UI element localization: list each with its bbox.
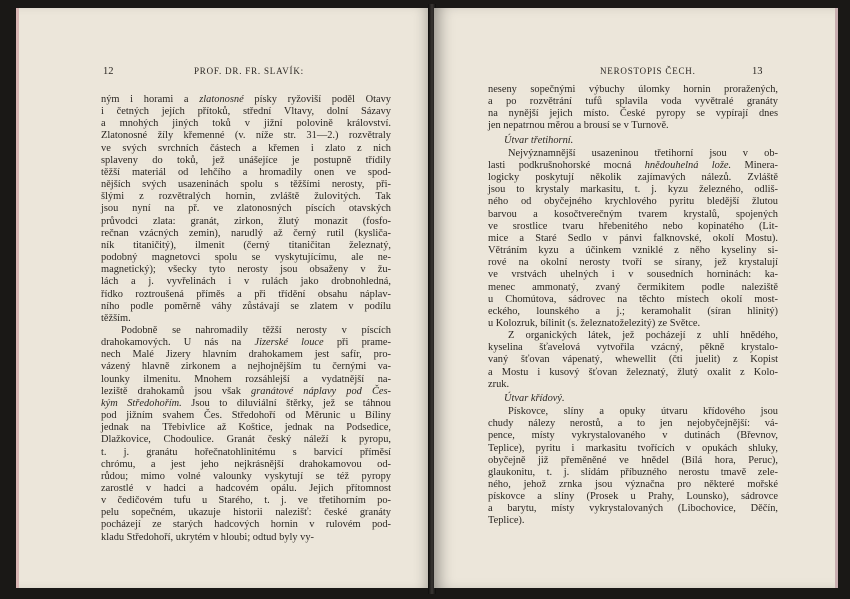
text-run: kyselina šťavelová vytvořila vzácný, pěkně krystalo- xyxy=(488,342,778,354)
text-run: u Chomútova, sádrovec na těchto místech okolí most- xyxy=(488,293,778,305)
text-line xyxy=(101,483,391,495)
text-run: Z organických látek, jež pocházejí z uhlí hnědého, xyxy=(508,330,778,342)
italic-term: granátové náplavy pod Čes- xyxy=(251,385,391,397)
text-run: těžší materiál od lehčího a hromadily onen ve spod- xyxy=(101,166,391,178)
text-run: Jsou to diluviální štěrky, jež se táhnou xyxy=(181,397,391,409)
text-line xyxy=(488,430,778,442)
text-run: šlými z rozvětralých hornin, zvláště žulovitých. Tak xyxy=(101,191,391,203)
text-run: i četných jejích přítoků, střední Vltavy, dolní Sázavy xyxy=(101,106,391,118)
text-line xyxy=(101,179,391,191)
text-line xyxy=(101,252,391,264)
text-run: řídko roztroušená příměs a při třídění obsahu náplav- xyxy=(101,288,391,300)
text-line xyxy=(488,318,778,330)
text-run: Větráním kyzu a účinkem vzniklé z něho kyseliny si- xyxy=(488,245,778,257)
text-line xyxy=(101,434,391,446)
text-run: barvou a kosočtverečným tvarem krystalů, spojených xyxy=(488,208,778,220)
text-run: obyčejně již přeměněné ve hnědel (Bílá hora, Peruc), xyxy=(488,454,778,466)
text-line xyxy=(488,221,778,233)
text-run: neseny sopečnými výbuchy úlomky hornin proražených, xyxy=(488,84,778,95)
text-run: Nejvýznamnější usazeninou třetihorní jsou v ob- xyxy=(508,147,778,159)
text-run: zruk. xyxy=(488,378,510,390)
text-run: jednak na Třebivlice až Koštice, jednak na Podsedice, xyxy=(101,422,391,434)
text-line xyxy=(101,349,391,361)
text-run: lasti podkrušnohorské mocná xyxy=(488,159,645,171)
text-line xyxy=(488,379,778,391)
text-line xyxy=(488,455,778,467)
text-line xyxy=(101,519,391,531)
text-run: vaný šťovan vápenatý, whewellit (čti juelit) z Kopist xyxy=(488,354,778,366)
text-line xyxy=(101,276,391,288)
text-run: t. j. granátu hořečnatohlinitému s barvicí příměsí xyxy=(101,446,391,458)
text-line xyxy=(488,160,778,172)
text-run: lounky ilmenitu. Mnohem rozsáhlejší a vydatnější na- xyxy=(101,373,391,385)
text-line xyxy=(101,143,391,155)
text-line xyxy=(488,269,778,281)
text-line xyxy=(488,503,778,515)
text-line xyxy=(101,216,391,228)
text-line xyxy=(488,120,778,132)
text-run: ve srostlice tvaru hřebenitého nebo kopinatého (Lit- xyxy=(488,220,778,232)
text-run: těžším. xyxy=(101,312,131,324)
text-run: drahokamových. U nás na xyxy=(101,337,255,349)
text-run: mice a Staré Sedlo v pánvi falknovské, okolí Mostu). xyxy=(488,232,778,244)
text-run: a po rozvětrání tufů splavila voda vyvětralé granáty xyxy=(488,96,778,108)
text-run: kladu Středohoří, ukrytém v hloubi; odtud byly vy- xyxy=(101,531,314,543)
text-run: Teplice). xyxy=(488,515,525,527)
text-line xyxy=(488,108,778,120)
text-line xyxy=(101,289,391,301)
running-head-left: PROF. DR. FR. SLAVÍK: xyxy=(194,66,304,76)
text-run: splaveny do toků, jež unášejíce je postupně třídily xyxy=(101,154,391,166)
text-line xyxy=(488,172,778,184)
text-run: nějších svých usazeninách spolu s těžšími nerosty, při- xyxy=(101,179,391,191)
text-run: ného, jehož zrnka jsou význačna pro některé mořské xyxy=(488,479,778,490)
text-line xyxy=(101,422,391,434)
text-line xyxy=(488,84,778,96)
italic-term: zlatonosné xyxy=(199,94,244,105)
text-line xyxy=(101,325,391,337)
text-run: písky ryžoviší poděl Otavy xyxy=(243,94,391,105)
right-body-text xyxy=(488,84,778,528)
text-run: eckého, lounského a j.; keramohalit (síran hlinitý) xyxy=(488,305,778,317)
text-run: zarostlé v hadci a hadcovém opálu. Jejich přítomnost xyxy=(101,483,391,494)
text-run: Minera- xyxy=(731,159,778,171)
text-run: chrómu, a jest jeho nejkrásnější drahokamovou od- xyxy=(101,458,391,470)
text-line xyxy=(101,337,391,349)
text-run: ního podle poměrně váhy zůstávají se zlatem v podílu xyxy=(101,300,391,312)
text-line xyxy=(488,479,778,491)
italic-term: hnědouhelná lože. xyxy=(644,159,732,171)
text-line xyxy=(101,532,391,544)
text-run: v čedičovém tufu u Starého, t. j. ve třetihorním po- xyxy=(101,495,391,507)
italic-term: Jizerské louce xyxy=(254,337,324,349)
text-line xyxy=(488,209,778,221)
text-run: jsou to krystaly markasitu, t. j. kyzu železného, odliš- xyxy=(488,184,778,196)
text-run: Teplice), pyritu i markasitu tvořících v opukách shluky, xyxy=(488,442,778,454)
page-number-right: 13 xyxy=(752,66,763,77)
text-line xyxy=(488,282,778,294)
text-line xyxy=(101,471,391,483)
text-line xyxy=(488,233,778,245)
text-line xyxy=(488,245,778,257)
italic-term: kým Středohořím. xyxy=(101,397,182,409)
text-line xyxy=(488,184,778,196)
text-run: magnetický); všecky tyto nerosty jsou obsaženy v žu- xyxy=(101,264,391,276)
text-line xyxy=(101,507,391,519)
text-run: Podobně se nahromadily těžší nerosty v píscích xyxy=(121,324,391,336)
text-run: pískovce a slíny (Prosek u Prahy, Lounsko), sádrovce xyxy=(488,491,778,503)
text-line xyxy=(101,240,391,252)
text-run: pocházejí ze starých hadcových hornin v rulovém pod- xyxy=(101,519,391,531)
text-line xyxy=(488,306,778,318)
right-page xyxy=(434,8,838,588)
text-line xyxy=(101,495,391,507)
text-run: a barytu, místy vykrystalovaných (Libochovice, Děčín, xyxy=(488,503,778,515)
text-line xyxy=(488,148,778,160)
text-run: Dlažkovice, Chodoulice. Granát český náleží k pyropu, xyxy=(101,434,391,446)
text-run: rové na okolní nerosty tvoří se sírany, jež krystalují xyxy=(488,257,778,269)
text-run: vázený hlavně zirkonem a nejhojnějším tu černými va- xyxy=(101,361,391,373)
text-line xyxy=(488,354,778,366)
text-line xyxy=(101,155,391,167)
section-heading: Útvar křídový. xyxy=(504,392,565,404)
text-line xyxy=(488,342,778,354)
text-run: ník titaničitý), ilmenit (černý titaničitan železnatý, xyxy=(101,239,391,251)
text-line xyxy=(101,398,391,410)
text-run: růdou; mimo volné valounky vyskytují se též pyropy xyxy=(101,470,391,482)
text-run: jen nepatrnou měrou a brousí se v Turnově. xyxy=(488,120,669,132)
text-run: leziště drahokamů jsou však xyxy=(101,385,252,397)
text-run: průvodci zlata: granát, zirkon, žlutý monazit (fosfo- xyxy=(101,215,391,227)
text-line xyxy=(101,264,391,276)
text-run: rečnan vzácných zemin), narudlý až černý rutil (kysliča- xyxy=(101,227,391,239)
text-line xyxy=(101,130,391,142)
text-run: a mnohých jiných toků v jižní polovině království. xyxy=(101,118,391,130)
text-run: glaukonitu, t. j. slídám příbuzného nerostu tmavě zele- xyxy=(488,466,778,478)
text-line xyxy=(101,94,391,106)
text-line xyxy=(101,228,391,240)
text-run: ve vrstvách uhelných i v sousedních horninách: ka- xyxy=(488,269,778,281)
text-line xyxy=(488,367,778,379)
text-line xyxy=(101,410,391,422)
text-line xyxy=(488,96,778,108)
text-line xyxy=(488,406,778,418)
text-run: ným i horami a xyxy=(101,94,200,105)
text-run: při prame- xyxy=(323,337,391,349)
text-line xyxy=(488,467,778,479)
text-run: pod jižním svahem Čes. Středohoří od Měrunic u Bíliny xyxy=(101,410,391,422)
text-line xyxy=(488,491,778,503)
text-line xyxy=(101,459,391,471)
text-run: pelu sopečném, ukazuje historii nalezišť: české granáty xyxy=(101,507,391,519)
text-run: ve svých svrchních částech a křemen i zlato z nich xyxy=(101,142,391,154)
text-run: nech Malé Jizery hlavním drahokamem jest safír, pro- xyxy=(101,349,391,361)
text-run: jsou nyní na př. ve zlatonosných píscích otavských xyxy=(101,203,391,215)
text-line xyxy=(488,443,778,455)
text-line xyxy=(488,418,778,430)
text-run: ného od obyčejného krychlového pyritu bledější žlutou xyxy=(488,196,778,208)
text-run: podobný magnetovci spolu se vyskytujícímu, ale ne- xyxy=(101,252,391,264)
text-line xyxy=(101,374,391,386)
text-run: Zlatonosné žíly křemenné (v. níže str. 31—2.) rozvětraly xyxy=(101,130,391,142)
text-line xyxy=(488,330,778,342)
text-line xyxy=(101,191,391,203)
text-line xyxy=(488,196,778,208)
section-heading: Útvar třetihorní. xyxy=(504,134,574,146)
text-line xyxy=(101,447,391,459)
text-line xyxy=(101,118,391,130)
left-page xyxy=(16,8,430,588)
text-run: lách a j. vyvřelinách i v rulách jako drobnohledná, xyxy=(101,276,391,288)
text-line xyxy=(488,257,778,269)
text-line xyxy=(101,301,391,313)
text-run: chudy nálezy nerostů, a to jen nejobyčejnější: vá- xyxy=(488,418,778,430)
text-line xyxy=(101,106,391,118)
text-line xyxy=(101,203,391,215)
text-run: menec ammonatý, zvaný čermikitem podle naleziště xyxy=(488,281,778,293)
page-number-left: 12 xyxy=(103,66,114,77)
text-run: pence, místy vykrystalovaného v dutinách (Břevnov, xyxy=(488,430,778,442)
text-run: a Mostu i kusový šťovan železnatý, žlutý oxalit z Kolo- xyxy=(488,366,778,378)
text-run: Pískovce, slíny a opuky útvaru křídového jsou xyxy=(508,406,778,418)
text-line xyxy=(101,313,391,325)
text-run: u Kolozruk, bílinit (s. železnatoželezitý) ze Světce. xyxy=(488,317,701,329)
text-line xyxy=(101,167,391,179)
text-line xyxy=(488,515,778,527)
text-line xyxy=(101,386,391,398)
running-head-right: NEROSTOPIS ČECH. xyxy=(600,66,696,76)
left-body-text xyxy=(101,94,391,544)
text-line xyxy=(488,294,778,306)
text-run: logicky poskytují několik zajímavých nálezů. Zvláště xyxy=(488,172,778,184)
text-line xyxy=(101,361,391,373)
text-run: na nynější jejich místo. České pyropy se vypírají dnes xyxy=(488,108,778,120)
